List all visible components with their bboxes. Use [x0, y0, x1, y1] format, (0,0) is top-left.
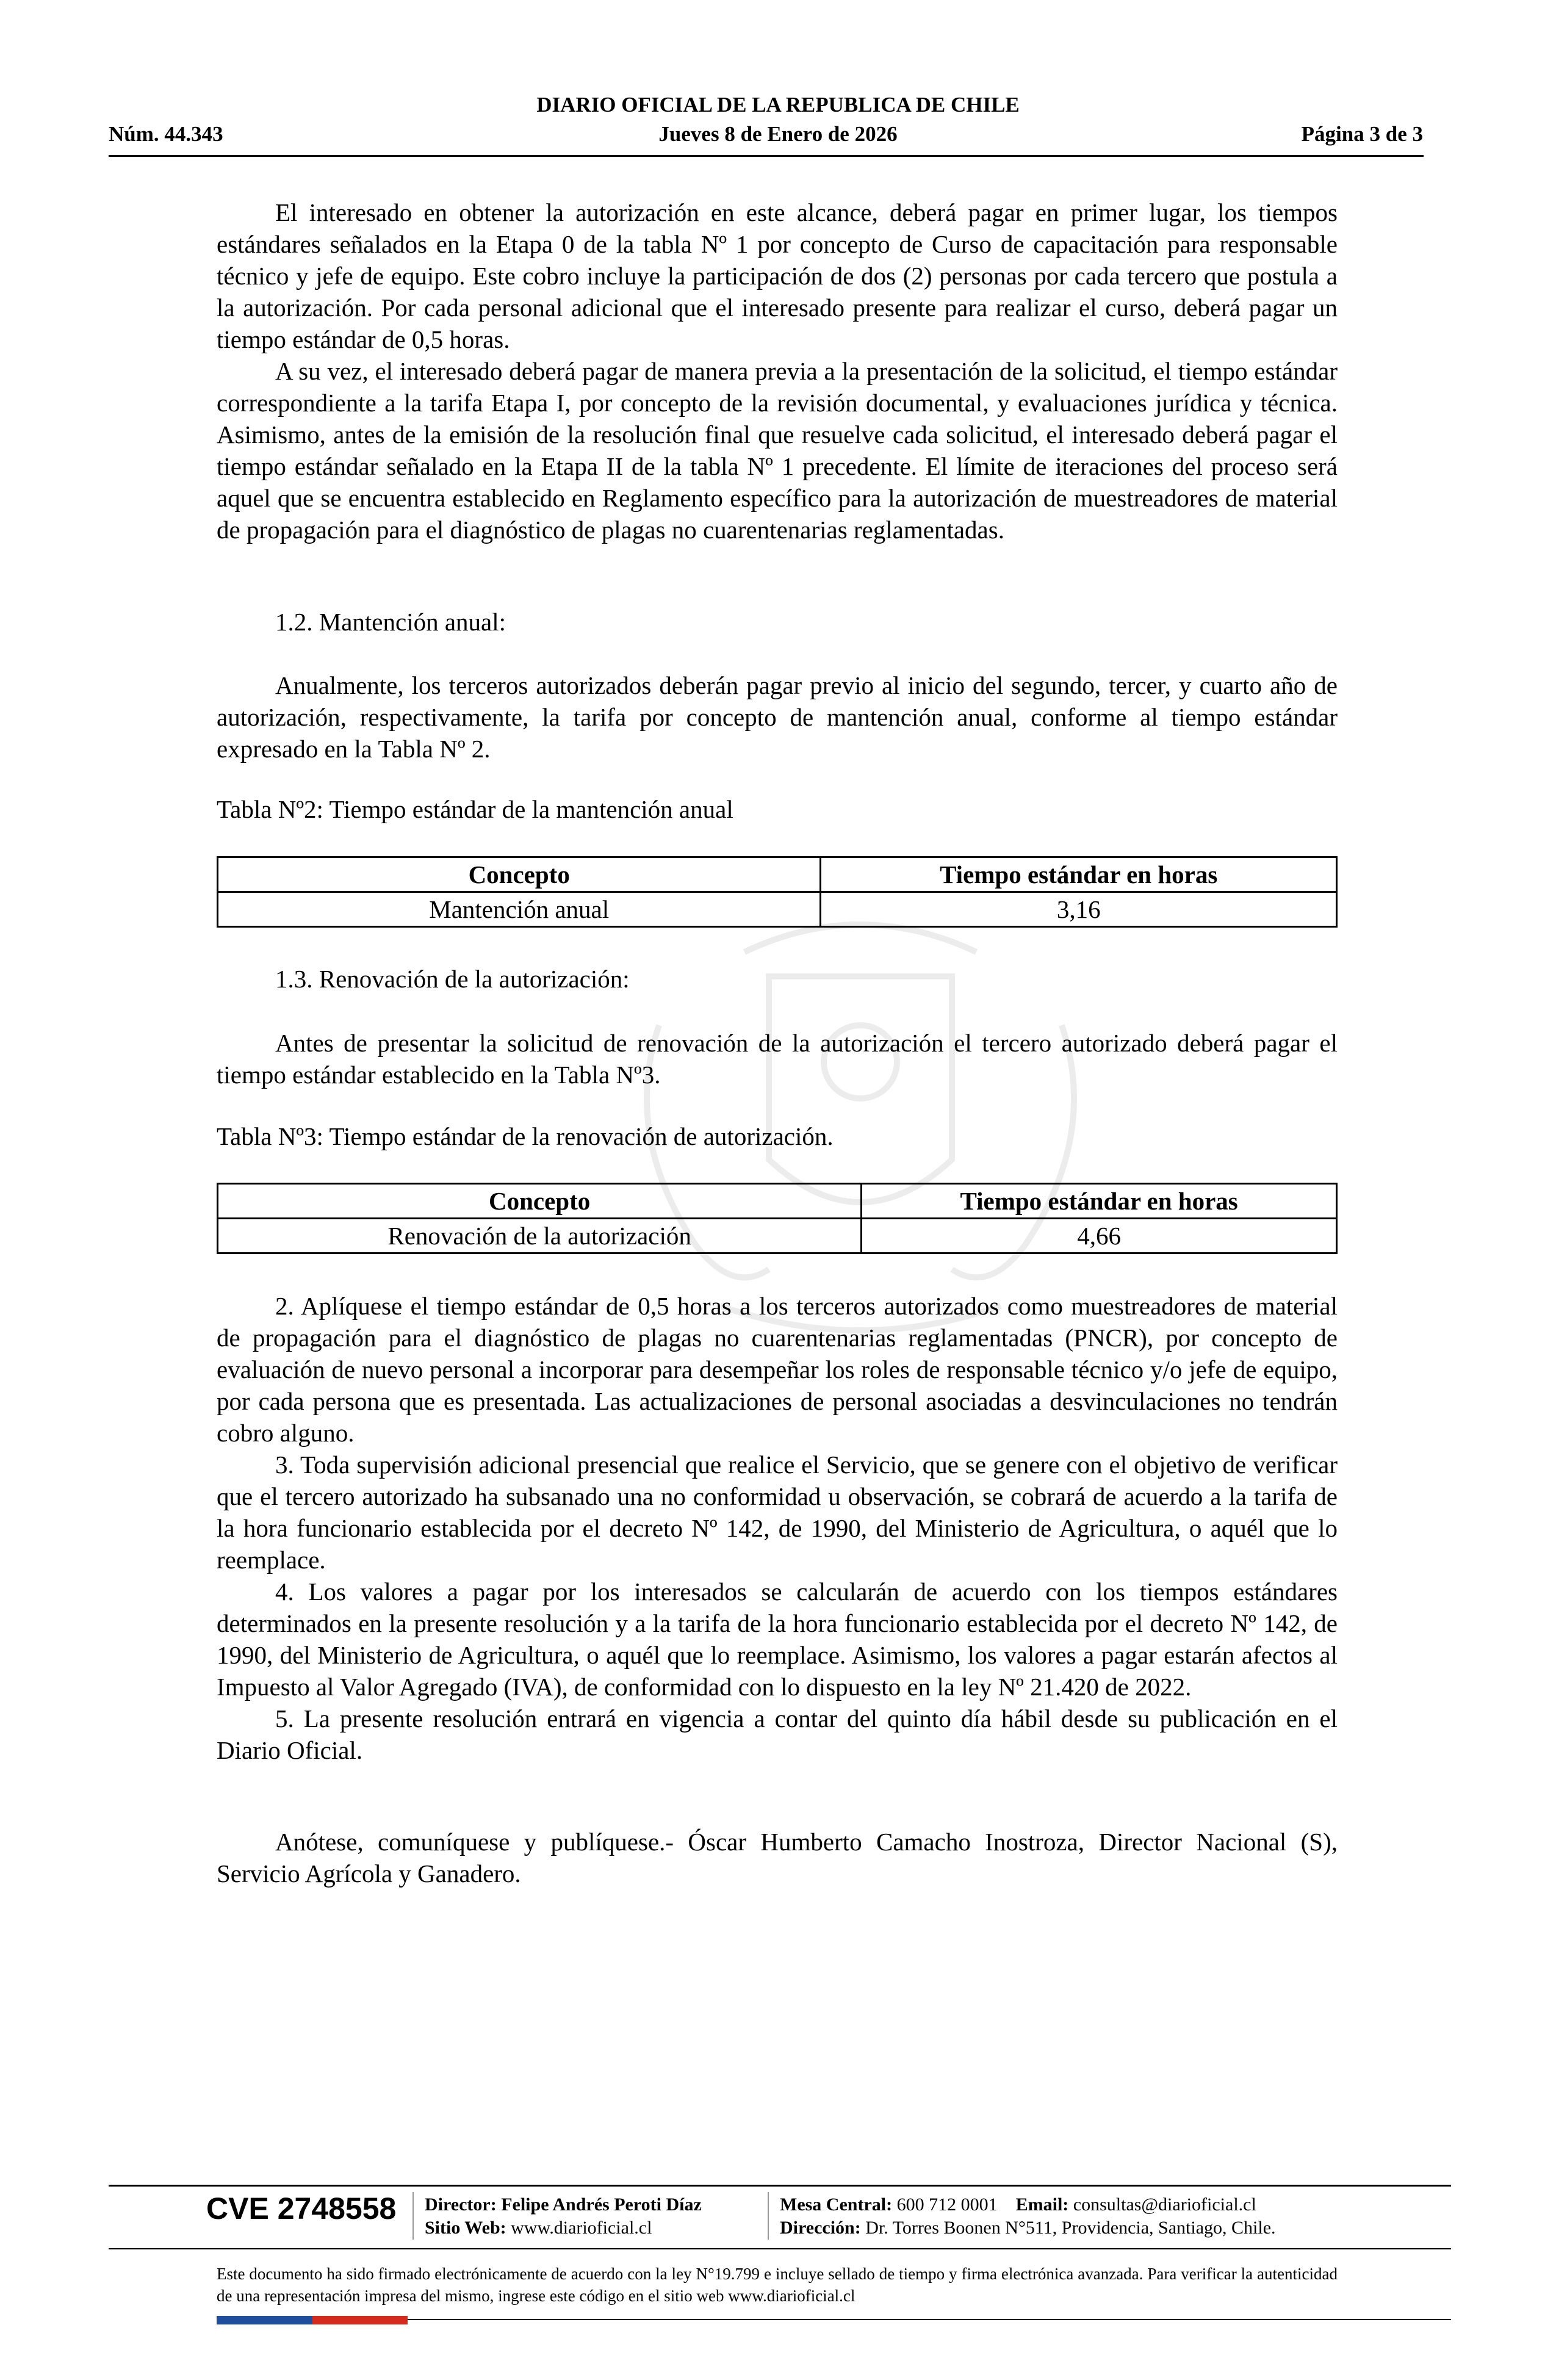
- paragraph-punto-4: 4. Los valores a pagar por los interesados se calcularán de acuerdo con los tiempos estándares determinados en la presente resolución y a la tarifa de la hora funcionario establecida por el decreto Nº 142, de 1990, del Ministerio de Agricultura, o aquél que lo reemplace. Asimismo, los valores a pagar estarán afectos al Impuesto al Valor Agregado (IVA), de conformidad con lo dispuesto en la ley Nº 21.420 de 2022.: [217, 1578, 1338, 1701]
- paragraph-renovacion: Antes de presentar la solicitud de renovación de la autorización el tercero autorizado deberá pagar el tiempo estándar establecido en la Tabla Nº3.: [217, 1029, 1338, 1089]
- paragraph-punto-2: 2. Aplíquese el tiempo estándar de 0,5 horas a los terceros autorizados como muestreadores de material de propagación para el diagnóstico de plagas no cuarentenarias reglamentadas (PNCR), por concepto de evaluación de nuevo personal a incorporar para desempeñar los roles de responsable técnico y/o jefe de equipo, por cada persona que es presentada. Las actualizaciones de personal asociadas a desvinculaciones no tendrán cobro alguno.: [217, 1292, 1338, 1447]
- table-header-cell: Concepto: [218, 857, 821, 892]
- flag-stripe-red: [312, 2316, 408, 2324]
- closing: [217, 1826, 1338, 1889]
- electronic-signature-note: Este documento ha sido firmado electrónicamente de acuerdo con la ley N°19.799 e incluye sellado de tiempo y firma electrónica avanzada. Para verificar la autenticidad de una representación impresa del mismo, ingrese este código en el sitio web www.diarioficial.cl: [217, 2265, 1338, 2305]
- table3-wrap: [217, 1183, 1338, 1254]
- paragraph-mantencion: Anualmente, los terceros autorizados deberán pagar previo al inicio del segundo, tercer, y cuarto año de autorización, respectivamente, la tarifa por concepto de mantención anual, conforme al tiempo estándar expresado en la Tabla Nº 2.: [217, 671, 1338, 763]
- page-indicator: Página 3 de 3: [1301, 122, 1423, 146]
- table-header-cell: Tiempo estándar en horas: [821, 857, 1337, 892]
- table-row: [218, 1219, 1337, 1253]
- issue-date: Jueves 8 de Enero de 2026: [658, 122, 898, 146]
- heading-mantencion-anual: 1.2. Mantención anual:: [275, 608, 506, 636]
- footer-divider-mid: [109, 2248, 1451, 2249]
- footer-contact-block: [780, 2193, 1276, 2240]
- website-link[interactable]: www.diarioficial.cl: [511, 2218, 652, 2238]
- table-cell: Renovación de la autorización: [218, 1219, 862, 1253]
- section-1-2: [217, 606, 1338, 638]
- header-divider: [109, 155, 1424, 157]
- table-cell: 4,66: [862, 1219, 1337, 1253]
- mesa-phone: 600 712 0001: [896, 2194, 998, 2215]
- website-label: Sitio Web:: [425, 2218, 506, 2238]
- footer-separator: [768, 2192, 769, 2240]
- issue-number: Núm. 44.343: [109, 122, 223, 146]
- section-1-2-text: [217, 669, 1338, 765]
- section-1-3-text: [217, 1027, 1338, 1091]
- table-cell: 3,16: [821, 892, 1337, 927]
- footer-divider-bottom: [408, 2319, 1451, 2320]
- table2-caption-wrap: [217, 793, 1338, 825]
- address-text: Dr. Torres Boonen N°511, Providencia, Santiago, Chile.: [865, 2218, 1276, 2238]
- director-name: Felipe Andrés Peroti Díaz: [501, 2194, 702, 2215]
- table-header-cell: Concepto: [218, 1184, 862, 1219]
- address-label: Dirección:: [780, 2218, 861, 2238]
- heading-renovacion: 1.3. Renovación de la autorización:: [275, 965, 630, 993]
- table-header-row: [218, 1184, 1337, 1219]
- table-header-cell: Tiempo estándar en horas: [862, 1184, 1337, 1219]
- paragraph-etapa-i: A su vez, el interesado deberá pagar de manera previa a la presentación de la solicitud, el tiempo estándar correspondiente a la tarifa Etapa I, por concepto de la revisión documental, y evaluaciones jurídica y técnica. Asimismo, antes de la emisión de la resolución final que resuelve cada solicitud, el interesado deberá pagar el tiempo estándar señalado en la Etapa II de la tabla Nº 1 precedente. El límite de iteraciones del proceso será aquel que se encuentra establecido en Reglamento específico para la autorización de muestreadores de material de propagación para el diagnóstico de plagas no cuarentenarias reglamentadas.: [217, 357, 1338, 544]
- table-mantencion-anual: [217, 856, 1338, 928]
- paragraph-punto-3: 3. Toda supervisión adicional presencial que realice el Servicio, que se genere con el objetivo de verificar que el tercero autorizado ha subsanado una no conformidad u observación, se cobrará de acuerdo a la tarifa de la hora funcionario establecida por el decreto Nº 142, de 1990, del Ministerio de Agricultura, o aquél que lo reemplace.: [217, 1451, 1338, 1574]
- email-link[interactable]: consultas@diarioficial.cl: [1073, 2194, 1256, 2215]
- paragraph-punto-5: 5. La presente resolución entrará en vigencia a contar del quinto día hábil desde su publicación en el Diario Oficial.: [217, 1704, 1338, 1764]
- table3-caption-wrap: [217, 1120, 1338, 1152]
- table-renovacion: [217, 1183, 1338, 1254]
- table-header-row: [218, 857, 1337, 892]
- paragraph-firma: Anótese, comuníquese y publíquese.- Óscar Humberto Camacho Inostroza, Director Nacional (S), Servicio Agrícola y Ganadero.: [217, 1828, 1338, 1888]
- document-body: [217, 197, 1338, 546]
- director-label: Director:: [425, 2194, 497, 2215]
- footer-director-block: [425, 2193, 702, 2240]
- mesa-label: Mesa Central:: [780, 2194, 893, 2215]
- footer-divider-top: [109, 2185, 1451, 2187]
- section-1-3: [217, 963, 1338, 995]
- flag-stripe-blue: [217, 2316, 312, 2324]
- newspaper-title: DIARIO OFICIAL DE LA REPUBLICA DE CHILE: [536, 93, 1020, 117]
- table2-caption: Tabla Nº2: Tiempo estándar de la mantención anual: [217, 795, 733, 823]
- footer-separator: [412, 2192, 414, 2240]
- table-cell: Mantención anual: [218, 892, 821, 927]
- paragraph-curso: El interesado en obtener la autorización en este alcance, deberá pagar en primer lugar, los tiempos estándares señalados en la Etapa 0 de la tabla Nº 1 por concepto de Curso de capacitación para responsable técnico y jefe de equipo. Este cobro incluye la participación de dos (2) personas por cada tercero que postula a la autorización. Por cada personal adicional que el interesado presente para realizar el curso, deberá pagar un tiempo estándar de 0,5 horas.: [217, 198, 1338, 353]
- email-label: Email:: [1015, 2194, 1069, 2215]
- table3-caption: Tabla Nº3: Tiempo estándar de la renovación de autorización.: [217, 1122, 834, 1150]
- cve-code: CVE 2748558: [206, 2191, 397, 2226]
- table2-wrap: [217, 856, 1338, 928]
- table-row: [218, 892, 1337, 927]
- numbered-resolutions: [217, 1290, 1338, 1766]
